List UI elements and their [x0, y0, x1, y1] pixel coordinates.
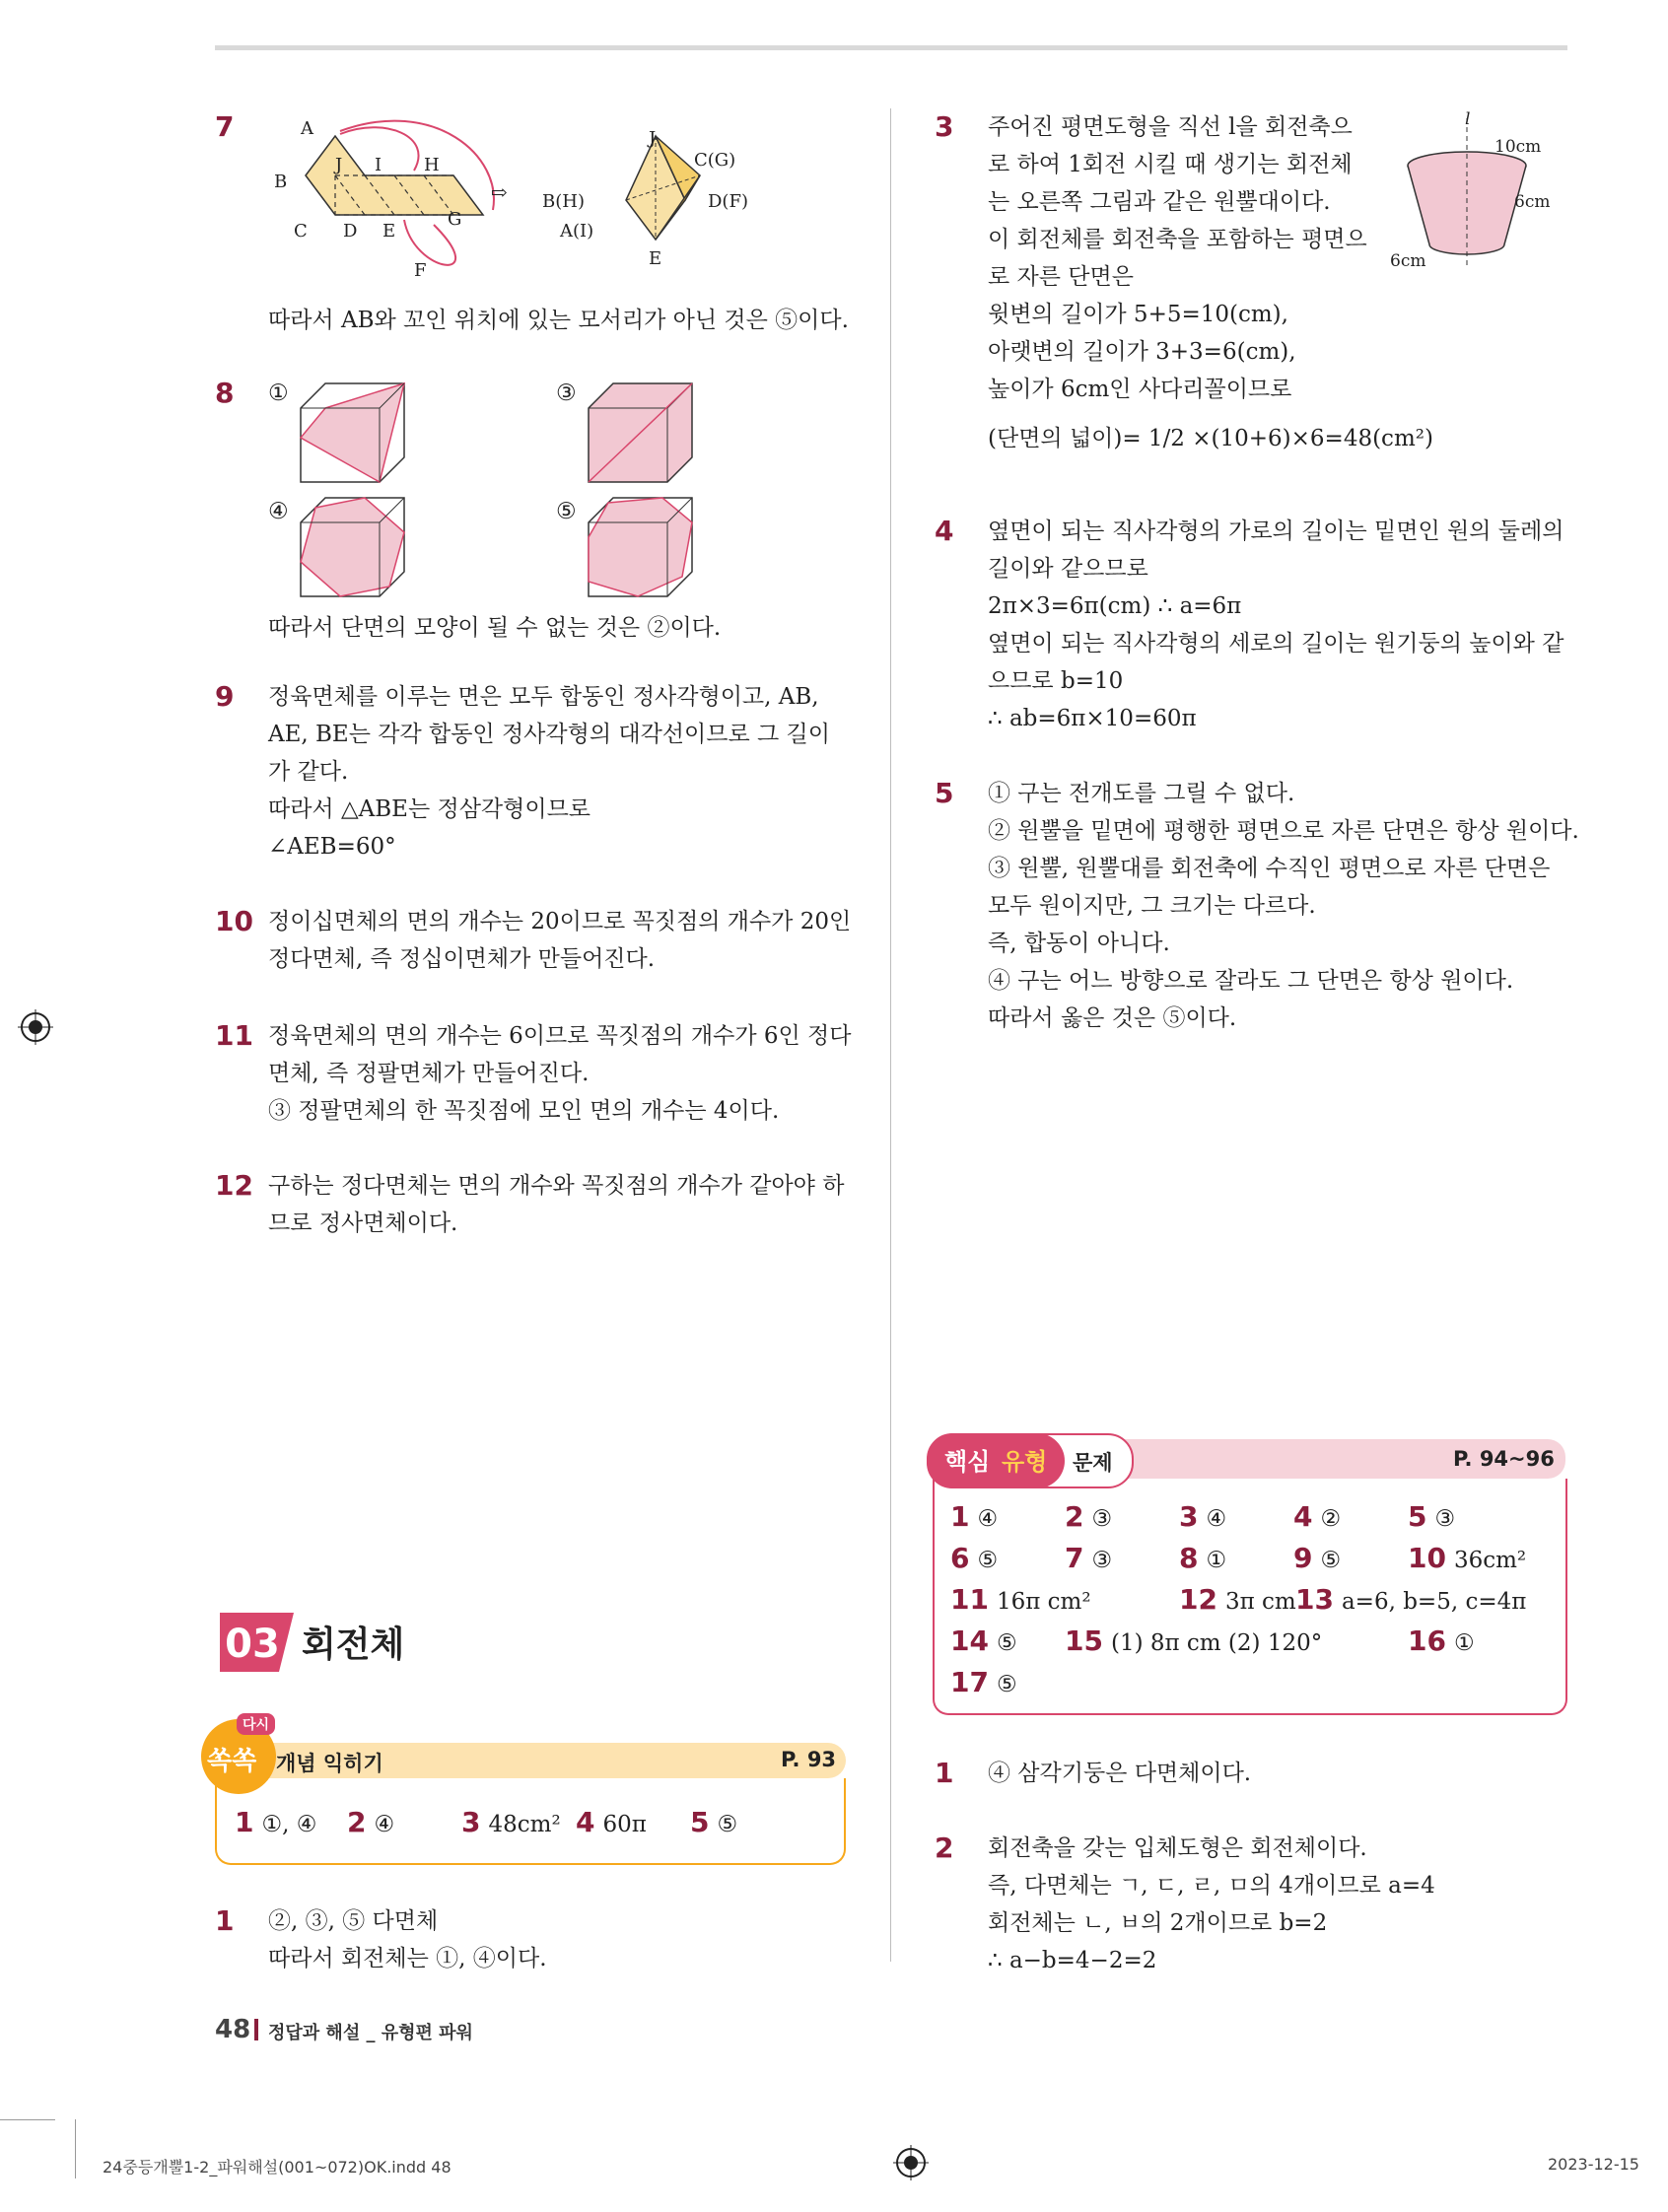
review-tag-top: 다시 [237, 1713, 275, 1735]
q12-line-1: 구하는 정다면체는 면의 개수와 꼭짓점의 개수가 같아야 하 [268, 1173, 845, 1199]
q9-line-4: 따라서 △ABE는 정삼각형이므로 [268, 796, 591, 822]
cube-figure-4 [296, 493, 414, 601]
q10-line-1: 정이십면체의 면의 개수는 20이므로 꼭짓점의 개수가 20인 [268, 909, 852, 934]
page-number: 48 [215, 2015, 251, 2044]
frustum-height-label: 6cm [1390, 251, 1426, 271]
top-rule [215, 45, 1567, 50]
cube-figure-5 [584, 493, 702, 601]
c1-number: 1 [935, 1757, 954, 1789]
r-q4-line-2: 길이와 같으므로 [988, 556, 1148, 582]
column-divider [890, 108, 891, 1962]
core-answer-13: 13 a=6, b=5, c=4π [1295, 1583, 1527, 1616]
q11-line-3: ③ 정팔면체의 한 꼭짓점에 모인 면의 개수는 4이다. [268, 1098, 780, 1124]
q7-text: 따라서 AB와 꼬인 위치에 있는 모서리가 아닌 것은 ⑤이다. [268, 308, 849, 333]
frustum-axis-label: l [1465, 109, 1471, 129]
q11-line-1: 정육면체의 면의 개수는 6이므로 꼭짓점의 개수가 6인 정다 [268, 1023, 852, 1049]
core-answer-2: 2 ③ [1065, 1500, 1113, 1533]
core-answer-7: 7 ③ [1065, 1542, 1113, 1574]
review-answer-3: 3 48cm² [461, 1806, 561, 1838]
r1-number: 1 [215, 1904, 235, 1937]
r-q5-line-5: 즉, 합동이 아니다. [988, 931, 1170, 956]
c2-line-2: 즉, 다면체는 ㄱ, ㄷ, ㄹ, ㅁ의 4개이므로 a=4 [988, 1873, 1435, 1899]
core-tag-2: 유형 [1002, 1448, 1048, 1476]
c1-line-1: ④ 삼각기둥은 다면체이다. [988, 1761, 1252, 1786]
net-label-b: B [274, 172, 288, 192]
oct-label-bh: B(H) [542, 191, 585, 212]
core-answer-16: 16 ① [1408, 1624, 1475, 1657]
r-q3-line-6: 윗변의 길이가 5+5=10(cm), [988, 302, 1288, 327]
c2-line-3: 회전체는 ㄴ, ㅂ의 2개이므로 b=2 [988, 1910, 1328, 1936]
net-label-j: J [335, 155, 343, 175]
q8-opt-5: ⑤ [556, 499, 577, 524]
net-label-g: G [448, 209, 462, 230]
q8-number: 8 [215, 377, 235, 409]
r-q4-line-3: 2π×3=6π(cm) ∴ a=6π [988, 593, 1242, 619]
r-q3-line-8: 높이가 6cm인 사다리꼴이므로 [988, 377, 1292, 402]
core-bar-label: 문제 [1073, 1451, 1113, 1475]
r-q5-number: 5 [935, 777, 954, 809]
core-answer-1: 1 ④ [950, 1500, 999, 1533]
q8-opt-1: ① [268, 380, 289, 406]
core-tag-1: 핵심 [944, 1448, 991, 1476]
footer-file: 24중등개뿔1-2_파워해설(001~072)OK.indd 48 [103, 2158, 452, 2177]
r-q4-line-5: 으므로 b=10 [988, 668, 1124, 694]
core-answer-4: 4 ② [1293, 1500, 1342, 1533]
core-answer-10: 10 36cm² [1408, 1542, 1527, 1574]
r-q5-line-6: ④ 구는 어느 방향으로 잘라도 그 단면은 항상 원이다. [988, 968, 1514, 994]
core-answer-11: 11 16π cm² [950, 1583, 1091, 1616]
oct-label-ai: A(I) [560, 221, 594, 242]
core-answer-5: 5 ③ [1408, 1500, 1456, 1533]
r-q3-number: 3 [935, 110, 954, 143]
net-label-e: E [382, 221, 396, 242]
q11-line-2: 면체, 즉 정팔면체가 만들어진다. [268, 1061, 590, 1086]
r1-line-2: 따라서 회전체는 ①, ④이다. [268, 1946, 547, 1971]
footer-date: 2023-12-15 [1548, 2155, 1639, 2174]
q9-line-2: AE, BE는 각각 합동인 정사각형의 대각선이므로 그 길이 [268, 722, 830, 747]
q10-line-2: 정다면체, 즉 정십이면체가 만들어진다. [268, 946, 656, 972]
core-answer-9: 9 ⑤ [1293, 1542, 1342, 1574]
svg-text:03: 03 [225, 1622, 280, 1667]
review-answer-4: 4 60π [576, 1806, 647, 1838]
q7-number: 7 [215, 110, 235, 143]
q12-line-2: 므로 정사면체이다. [268, 1210, 458, 1236]
c2-number: 2 [935, 1832, 954, 1864]
review-tag-main: 쏙쏙 [207, 1747, 257, 1776]
q9-line-5: ∠AEB=60° [268, 834, 396, 860]
r-q3-line-2: 로 하여 1회전 시킬 때 생기는 회전체 [988, 152, 1353, 177]
section-badge [215, 1613, 294, 1672]
q8-text: 따라서 단면의 모양이 될 수 없는 것은 ②이다. [268, 615, 722, 641]
footer-title: 정답과 해설 _ 유형편 파워 [268, 2023, 473, 2043]
q9-line-1: 정육면체를 이루는 면은 모두 합동인 정사각형이고, AB, [268, 684, 819, 710]
q9-number: 9 [215, 680, 235, 713]
q12-number: 12 [215, 1169, 253, 1202]
net-label-a: A [301, 118, 313, 139]
oct-label-j: J [649, 128, 657, 149]
frustum-side-label: 6cm [1514, 192, 1551, 212]
net-label-c: C [294, 221, 308, 242]
review-answer-2: 2 ④ [347, 1806, 395, 1838]
registration-mark-icon [18, 1009, 53, 1045]
r-q3-line-5: 로 자른 단면은 [988, 264, 1134, 290]
core-answer-12: 12 3π cm [1179, 1583, 1296, 1616]
r-q3-line-3: 는 오른쪽 그림과 같은 원뿔대이다. [988, 189, 1331, 215]
review-bar-label: 개념 익히기 [276, 1752, 383, 1775]
core-answer-3: 3 ④ [1179, 1500, 1227, 1533]
net-label-f: F [414, 260, 427, 281]
r-q5-line-1: ① 구는 전개도를 그릴 수 없다. [988, 781, 1295, 806]
net-label-h: H [424, 155, 440, 175]
review-answer-1: 1 ①, ④ [235, 1806, 317, 1838]
frustum-top-label: 10cm [1494, 137, 1542, 157]
r-q5-line-4: 모두 원이지만, 그 크기는 다르다. [988, 893, 1316, 919]
core-answer-17: 17 ⑤ [950, 1666, 1017, 1698]
q9-line-3: 가 같다. [268, 759, 349, 785]
footer-divider [254, 2019, 258, 2040]
net-label-i: I [375, 155, 382, 175]
core-answer-14: 14 ⑤ [950, 1624, 1017, 1657]
q8-opt-4: ④ [268, 499, 289, 524]
r-q4-number: 4 [935, 515, 954, 547]
q10-number: 10 [215, 905, 253, 937]
oct-label-cg: C(G) [694, 150, 736, 171]
review-bar-page: P. 93 [781, 1748, 837, 1771]
q8-opt-3: ③ [556, 380, 577, 406]
crop-mark-v [75, 2119, 76, 2178]
core-answer-6: 6 ⑤ [950, 1542, 999, 1574]
section-title: 회전체 [302, 1624, 405, 1665]
q7-net-figure [266, 116, 759, 284]
core-answer-15: 15 (1) 8π cm (2) 120° [1065, 1624, 1323, 1657]
r-q5-line-7: 따라서 옳은 것은 ⑤이다. [988, 1005, 1237, 1031]
crop-mark [0, 2119, 55, 2120]
registration-mark-bottom-icon [893, 2145, 929, 2180]
r-q4-line-4: 옆면이 되는 직사각형의 세로의 길이는 원기둥의 높이와 같 [988, 631, 1564, 657]
core-answer-8: 8 ① [1179, 1542, 1227, 1574]
oct-label-df: D(F) [708, 191, 748, 212]
frustum-figure [1390, 108, 1567, 276]
r1-line-1: ②, ③, ⑤ 다면체 [268, 1908, 439, 1934]
arrow-icon: ⇨ [491, 180, 508, 204]
review-answer-5: 5 ⑤ [690, 1806, 738, 1838]
q11-number: 11 [215, 1019, 253, 1052]
cube-figure-3 [584, 379, 702, 487]
r-q3-line-4: 이 회전체를 회전축을 포함하는 평면으 [988, 227, 1367, 252]
r-q3-line-7: 아랫변의 길이가 3+3=6(cm), [988, 339, 1296, 365]
r-q4-line-1: 옆면이 되는 직사각형의 가로의 길이는 밑면인 원의 둘레의 [988, 518, 1564, 544]
r-q4-line-6: ∴ ab=6π×10=60π [988, 706, 1197, 731]
c2-line-1: 회전축을 갖는 입체도형은 회전체이다. [988, 1835, 1367, 1861]
r-q5-line-3: ③ 원뿔, 원뿔대를 회전축에 수직인 평면으로 자른 단면은 [988, 856, 1551, 881]
core-bar-page: P. 94~96 [1453, 1447, 1555, 1471]
r-q3-line-1: 주어진 평면도형을 직선 l을 회전축으 [988, 114, 1353, 140]
r-q3-area: (단면의 넓이)= 1/2 ×(10+6)×6=48(cm²) [988, 426, 1433, 451]
cube-figure-1 [296, 379, 414, 487]
c2-line-4: ∴ a−b=4−2=2 [988, 1948, 1157, 1973]
oct-label-e: E [649, 248, 662, 269]
r-q5-line-2: ② 원뿔을 밑면에 평행한 평면으로 자른 단면은 항상 원이다. [988, 818, 1579, 844]
net-label-d: D [343, 221, 358, 242]
